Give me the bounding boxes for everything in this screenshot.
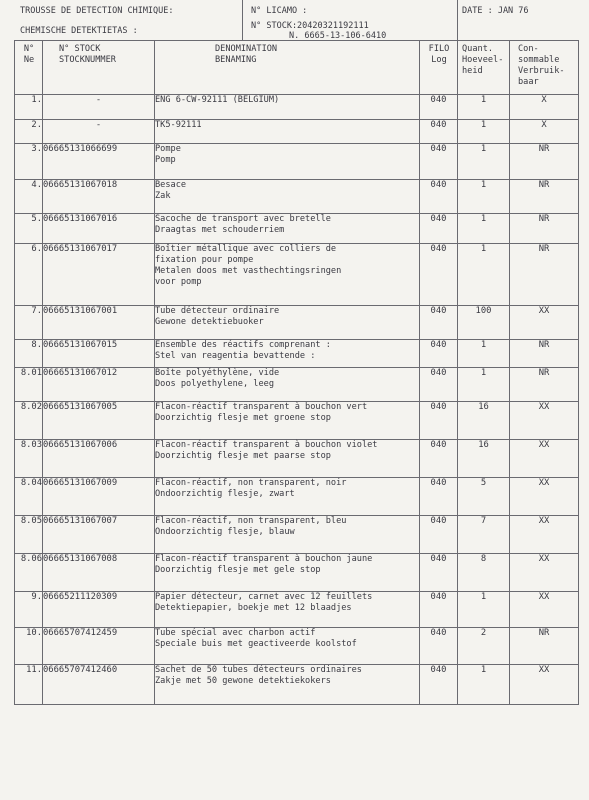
table-row [15,628,579,665]
consumable-cell: XX [510,592,579,628]
title-dutch: CHEMISCHE DETEKTIETAS : [20,26,138,36]
stock-number: N° STOCK:20420321192111 [251,21,369,31]
stock-number-cell: 06665131067012 [43,368,155,402]
table-row [15,440,579,478]
quantity-cell: 1 [458,214,510,244]
table-row [15,478,579,516]
denomination-cell [155,244,420,306]
item-number: 8.03 [15,440,43,478]
item-number: 8.01 [15,368,43,402]
quantity-cell: 16 [458,440,510,478]
table-header-row [15,41,579,95]
col-header-quantity: Quant. Hoeveel- heid [458,41,510,95]
quantity-cell: 1 [458,368,510,402]
consumable-cell: XX [510,402,579,440]
table-row [15,592,579,628]
consumable-cell: XX [510,306,579,340]
denomination-line: Doorzichtig flesje met gele stop [155,565,321,575]
filo-log-cell: 040 [420,244,458,306]
col-header-stock: N° STOCK STOCKNUMMER [43,41,155,95]
table-row [15,665,579,705]
denomination-cell [155,402,420,440]
quantity-cell: 8 [458,554,510,592]
filo-log-cell: 040 [420,516,458,554]
document-date: DATE : JAN 76 [462,6,529,16]
nsn-number: N. 6665-13-106-6410 [289,31,387,41]
denomination-line: Flacon-réactif transparent à bouchon jaune [155,554,373,564]
title-french: TROUSSE DE DETECTION CHIMIQUE: [20,6,174,16]
stock-number-cell: 06665131067006 [43,440,155,478]
stock-number-cell: 06665131067016 [43,214,155,244]
denomination-line: ENG 6-CW-92111 (BELGIUM) [155,95,280,105]
stock-number-cell: 06665131067015 [43,340,155,368]
denomination-line: Draagtas met schouderriem [155,225,285,235]
filo-log-cell: 040 [420,402,458,440]
stock-number-cell: 06665707412460 [43,665,155,705]
quantity-cell: 100 [458,306,510,340]
consumable-cell: XX [510,516,579,554]
header-stock-block [242,0,458,40]
table-row [15,340,579,368]
item-number: 8.06 [15,554,43,592]
inventory-table [14,40,579,705]
consumable-cell: NR [510,144,579,180]
denomination-line: TK5-92111 [155,120,202,130]
denomination-line: Speciale buis met geactiveerde koolstof [155,639,357,649]
quantity-cell: 1 [458,95,510,120]
denomination-line: Pomp [155,155,176,165]
denomination-cell [155,340,420,368]
consumable-cell: NR [510,180,579,214]
denomination-cell [155,665,420,705]
filo-log-cell: 040 [420,592,458,628]
col-header-filo: FILO Log [420,41,458,95]
licamo-number: N° LICAMO : [251,6,308,16]
quantity-cell: 1 [458,120,510,144]
table-row [15,244,579,306]
item-number: 8.05 [15,516,43,554]
denomination-cell [155,592,420,628]
denomination-line: Besace [155,180,187,190]
quantity-cell: 2 [458,628,510,665]
consumable-cell: NR [510,368,579,402]
item-number: 4. [15,180,43,214]
filo-log-cell: 040 [420,368,458,402]
denomination-cell [155,120,420,144]
stock-number-cell: 06665131067009 [43,478,155,516]
denomination-cell [155,306,420,340]
quantity-cell: 1 [458,144,510,180]
table-row [15,120,579,144]
stock-number-cell: 06665131067018 [43,180,155,214]
consumable-cell: XX [510,478,579,516]
denomination-line: fixation pour pompe [155,255,254,265]
stock-number-cell: - [43,120,155,144]
quantity-cell: 1 [458,665,510,705]
filo-log-cell: 040 [420,340,458,368]
denomination-line: Sacoche de transport avec bretelle [155,214,331,224]
denomination-line: Papier détecteur, carnet avec 12 feuillets [155,592,373,602]
stock-number-cell: 06665131067008 [43,554,155,592]
item-number: 2. [15,120,43,144]
denomination-cell [155,95,420,120]
denomination-line: Pompe [155,144,181,154]
item-number: 8.02 [15,402,43,440]
col-header-denomination: DENOMINATION BENAMING [155,41,420,95]
col-header-consumable: Con- sommable Verbruik- baar [510,41,579,95]
filo-log-cell: 040 [420,306,458,340]
stock-number-cell: 06665211120309 [43,592,155,628]
denomination-line: Gewone detektiebuoker [155,317,264,327]
denomination-line: Flacon-réactif transparent à bouchon violet [155,440,378,450]
filo-log-cell: 040 [420,120,458,144]
denomination-line: Zakje met 50 gewone detektiekokers [155,676,331,686]
consumable-cell: XX [510,440,579,478]
denomination-line: Tube spécial avec charbon actif [155,628,316,638]
stock-number-cell: 06665131067017 [43,244,155,306]
stock-number-cell: 06665131067001 [43,306,155,340]
item-number: 8.04 [15,478,43,516]
consumable-cell: XX [510,554,579,592]
stock-number-cell: 06665131067007 [43,516,155,554]
table-row [15,516,579,554]
header-date-block [456,0,578,40]
denomination-line: Doos polyethylene, leeg [155,379,274,389]
denomination-line: Flacon-réactif transparent à bouchon vert [155,402,368,412]
filo-log-cell: 040 [420,214,458,244]
denomination-cell [155,180,420,214]
item-number: 11. [15,665,43,705]
header-title-block [14,0,242,40]
filo-log-cell: 040 [420,554,458,592]
item-number: 3. [15,144,43,180]
table-row [15,144,579,180]
col-header-number: N° Ne [15,41,43,95]
consumable-cell: XX [510,665,579,705]
filo-log-cell: 040 [420,628,458,665]
table-row [15,554,579,592]
item-number: 7. [15,306,43,340]
denomination-line: voor pomp [155,277,202,287]
item-number: 6. [15,244,43,306]
filo-log-cell: 040 [420,440,458,478]
table-row [15,95,579,120]
filo-log-cell: 040 [420,478,458,516]
table-row [15,402,579,440]
consumable-cell: X [510,120,579,144]
filo-log-cell: 040 [420,144,458,180]
quantity-cell: 5 [458,478,510,516]
denomination-line: Stel van reagentia bevattende : [155,351,316,361]
quantity-cell: 1 [458,340,510,368]
consumable-cell: NR [510,214,579,244]
denomination-line: Ensemble des réactifs comprenant : [155,340,331,350]
quantity-cell: 1 [458,592,510,628]
item-number: 10. [15,628,43,665]
stock-number-cell: 06665131066699 [43,144,155,180]
denomination-line: Doorzichtig flesje met paarse stop [155,451,331,461]
denomination-line: Boîte polyéthylène, vide [155,368,280,378]
denomination-cell [155,368,420,402]
denomination-line: Ondoorzichtig flesje, zwart [155,489,295,499]
denomination-line: Metalen doos met vasthechtingsringen [155,266,342,276]
consumable-cell: X [510,95,579,120]
item-number: 9. [15,592,43,628]
denomination-line: Sachet de 50 tubes détecteurs ordinaires [155,665,362,675]
denomination-line: Doorzichtig flesje met groene stop [155,413,331,423]
stock-number-cell: 06665131067005 [43,402,155,440]
filo-log-cell: 040 [420,665,458,705]
table-row [15,306,579,340]
item-number: 5. [15,214,43,244]
denomination-line: Zak [155,191,171,201]
document-header [14,0,578,40]
quantity-cell: 7 [458,516,510,554]
denomination-cell [155,554,420,592]
table-row [15,214,579,244]
table-row [15,180,579,214]
denomination-cell [155,478,420,516]
denomination-cell [155,440,420,478]
denomination-line: Flacon-réactif, non transparent, bleu [155,516,347,526]
denomination-line: Ondoorzichtig flesje, blauw [155,527,295,537]
consumable-cell: NR [510,628,579,665]
filo-log-cell: 040 [420,180,458,214]
item-number: 1. [15,95,43,120]
denomination-line: Detektiepapier, boekje met 12 blaadjes [155,603,352,613]
table-row [15,368,579,402]
item-number: 8. [15,340,43,368]
quantity-cell: 16 [458,402,510,440]
denomination-line: Tube détecteur ordinaire [155,306,280,316]
denomination-cell [155,144,420,180]
denomination-cell [155,516,420,554]
consumable-cell: NR [510,340,579,368]
denomination-line: Boîtier métallique avec colliers de [155,244,337,254]
quantity-cell: 1 [458,180,510,214]
quantity-cell: 1 [458,244,510,306]
denomination-cell [155,214,420,244]
filo-log-cell: 040 [420,95,458,120]
denomination-cell [155,628,420,665]
stock-number-cell: - [43,95,155,120]
consumable-cell: NR [510,244,579,306]
stock-number-cell: 06665707412459 [43,628,155,665]
denomination-line: Flacon-réactif, non transparent, noir [155,478,347,488]
